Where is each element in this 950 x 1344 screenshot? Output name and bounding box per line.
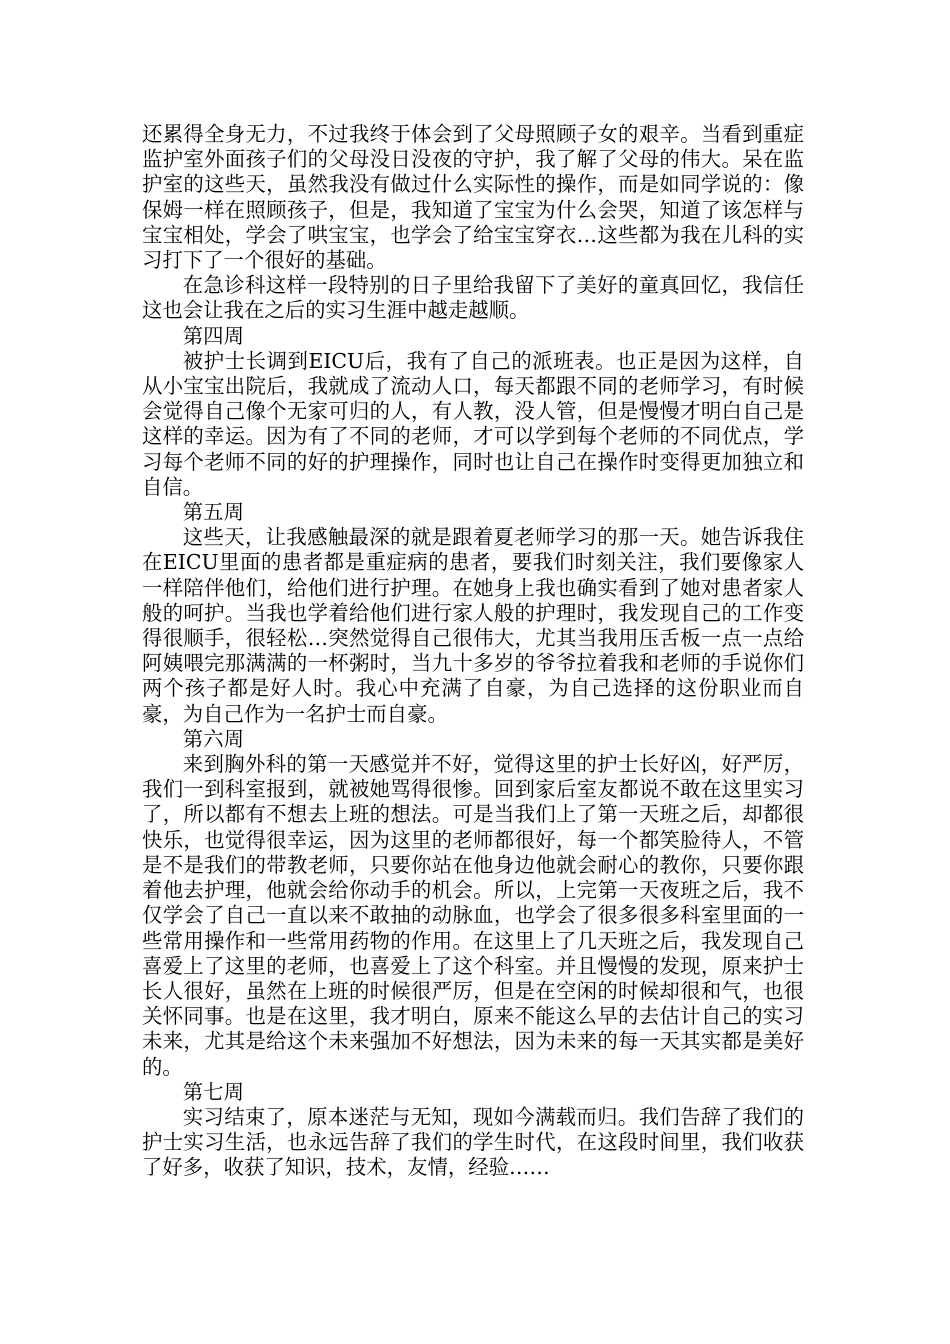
section-heading-week-5: 第五周 <box>182 500 244 525</box>
document-page <box>142 122 804 1181</box>
paragraph-3: 被护士长调到EICU后，我有了自己的派班表。也正是因为这样，自从小宝宝出院后，我就成了流动人口，每天都跟不同的老师学习，有时候会觉得自己像个无家可归的人，有人教，没人管，但是慢慢才明白自己是这样的幸运。因为有了不同的老师，才可以学到每个老师的不同优点，学习每个老师不同的好的护理操作，同时也让自己在操作时变得更加独立和自信。 <box>142 348 804 499</box>
section-heading-week-6: 第六周 <box>182 726 244 751</box>
paragraph-1: 还累得全身无力，不过我终于体会到了父母照顾子女的艰辛。当看到重症监护室外面孩子们的父母没日没夜的守护，我了解了父母的伟大。呆在监护室的这些天，虽然我没有做过什么实际性的操作，而是如同学说的：像保姆一样在照顾孩子，但是，我知道了宝宝为什么会哭，知道了该怎样与宝宝相处，学会了哄宝宝，也学会了给宝宝穿衣…这些都为我在儿科的实习打下了一个很好的基础。 <box>142 122 804 273</box>
paragraph-2: 在急诊科这样一段特别的日子里给我留下了美好的童真回忆，我信任这也会让我在之后的实习生涯中越走越顺。 <box>142 273 804 323</box>
section-heading-week-4: 第四周 <box>182 323 244 348</box>
paragraph-6: 实习结束了，原本迷茫与无知，现如今满载而归。我们告辞了我们的护士实习生活，也永远告辞了我们的学生时代，在这段时间里，我们收获了好多，收获了知识，技术，友情，经验…… <box>142 1104 804 1180</box>
paragraph-4: 这些天，让我感触最深的就是跟着夏老师学习的那一天。她告诉我住在EICU里面的患者都是重症病的患者，要我们时刻关注，我们要像家人一样陪伴他们，给他们进行护理。在她身上我也确实看到了她对患者家人般的呵护。当我也学着给他们进行家人般的护理时，我发现自己的工作变得很顺手，很轻松…突然觉得自己很伟大，尤其当我用压舌板一点一点给阿姨喂完那满满的一杯粥时，当九十多岁的爷爷拉着我和老师的手说你们两个孩子都是好人时。我心中充满了自豪，为自己选择的这份职业而自豪，为自己作为一名护士而自豪。 <box>142 525 804 726</box>
section-heading-week-7: 第七周 <box>182 1079 244 1104</box>
paragraph-5: 来到胸外科的第一天感觉并不好，觉得这里的护士长好凶，好严厉，我们一到科室报到，就被她骂得很惨。回到家后室友都说不敢在这里实习了，所以都有不想去上班的想法。可是当我们上了第一天班之后，却都很快乐，也觉得很幸运，因为这里的老师都很好，每一个都笑脸待人，不管是不是我们的带教老师，只要你站在他身边他就会耐心的教你，只要你跟着他去护理，他就会给你动手的机会。所以，上完第一天夜班之后，我不仅学会了自己一直以来不敢抽的动脉血，也学会了很多很多科室里面的一些常用操作和一些常用药物的作用。在这里上了几天班之后，我发现自己喜爱上了这里的老师，也喜爱上了这个科室。并且慢慢的发现，原来护士长人很好，虽然在上班的时候很严厉，但是在空闲的时候却很和气，也很关怀同事。也是在这里，我才明白，原来不能这么早的去估计自己的实习未来，尤其是给这个未来强加不好想法，因为未来的每一天其实都是美好的。 <box>142 752 804 1079</box>
